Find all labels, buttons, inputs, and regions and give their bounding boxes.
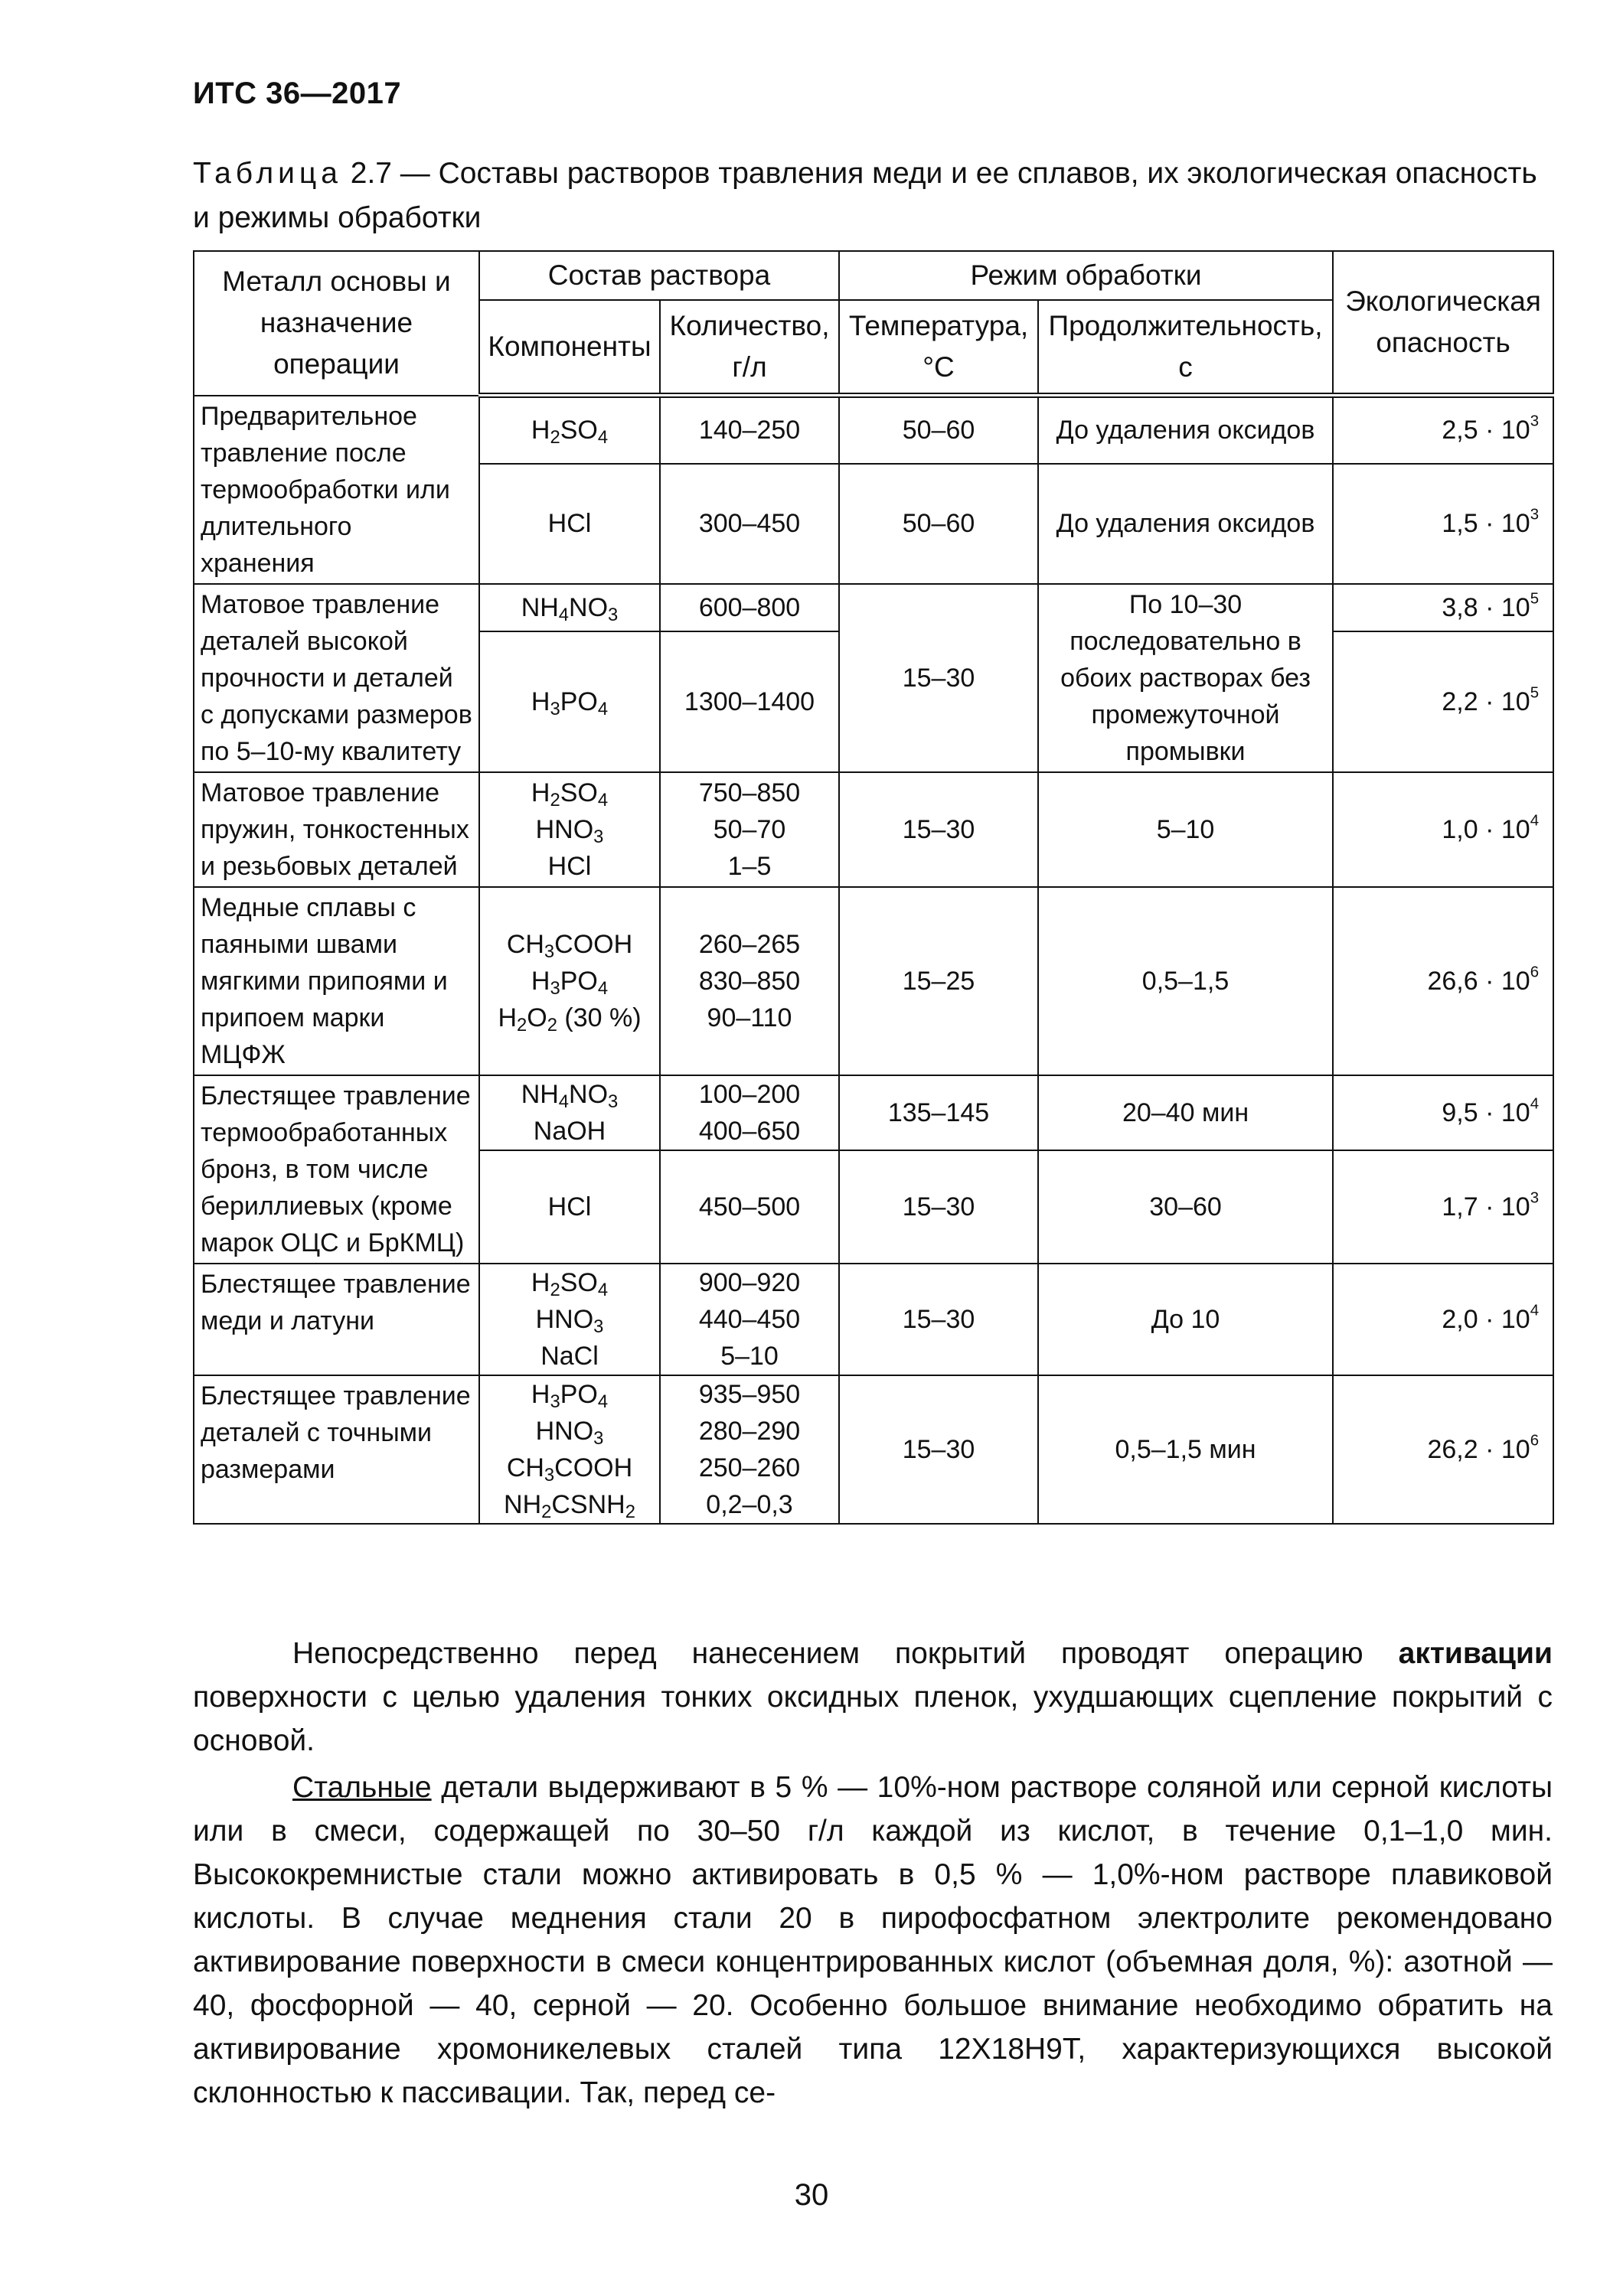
body-text xyxy=(193,1632,1553,2118)
quantity-value: 140–250 xyxy=(698,416,801,445)
operation-purpose: Матовое травление пружин, тонкостенных и резьбовых деталей xyxy=(194,772,479,887)
operation-purpose: Матовое травление деталей высокой прочности и деталей с допусками размеров по 5–10-му квалитету xyxy=(194,584,479,772)
table-caption-label: Таблица xyxy=(193,157,342,190)
eco-mantissa: 2,2 · 10 xyxy=(1442,687,1530,716)
operation-purpose: Предварительное травление после термообработки или длительного хранения xyxy=(194,396,479,584)
table-row xyxy=(194,1075,1553,1150)
eco-hazard-cell xyxy=(1333,772,1553,887)
component-formula: $H_2SO_4$ xyxy=(531,778,609,810)
component-formula: NaOH xyxy=(533,1116,606,1146)
header-duration: Продолжительность, с xyxy=(1038,300,1333,396)
component-formula: $H_2O_2$ (30 %) xyxy=(498,1003,642,1035)
operation-purpose: Блестящее травление термообработанных бронз, в том числе бериллиевых (кроме марок ОЦС и БрКМЦ) xyxy=(194,1075,479,1264)
table-row xyxy=(194,887,1553,1075)
quantity-value: 260–265 xyxy=(698,929,801,959)
table-row xyxy=(194,1375,1553,1524)
duration-cell: 0,5–1,5 мин xyxy=(1038,1375,1333,1524)
quantity-value: 0,2–0,3 xyxy=(706,1489,793,1519)
temperature-cell: 15–30 xyxy=(839,1264,1038,1375)
header-eco: Экологическая опасность xyxy=(1333,251,1553,396)
duration-cell: 0,5–1,5 xyxy=(1038,887,1333,1075)
components-cell xyxy=(479,772,660,887)
header-composition: Состав раствора xyxy=(479,251,839,300)
header-temperature: Температура, °С xyxy=(839,300,1038,396)
temperature-cell: 50–60 xyxy=(839,464,1038,584)
component-formula: $HNO_3$ xyxy=(535,1304,604,1337)
quantity-cell xyxy=(660,1375,839,1524)
quantity-value: 280–290 xyxy=(698,1416,801,1446)
component-formula: HCl xyxy=(547,509,592,539)
temperature-cell: 135–145 xyxy=(839,1075,1038,1150)
eco-mantissa: 26,6 · 10 xyxy=(1427,966,1530,996)
duration-cell: До удаления оксидов xyxy=(1038,464,1333,584)
quantity-cell xyxy=(660,887,839,1075)
component-formula: $NH_4NO_3$ xyxy=(521,592,619,625)
eco-mantissa: 1,0 · 10 xyxy=(1442,814,1530,844)
quantity-cell xyxy=(660,584,839,631)
eco-mantissa: 26,2 · 10 xyxy=(1427,1434,1530,1464)
components-cell xyxy=(479,1075,660,1150)
eco-mantissa: 9,5 · 10 xyxy=(1442,1097,1530,1127)
components-cell xyxy=(479,1264,660,1375)
eco-hazard-cell xyxy=(1333,1264,1553,1375)
component-formula: $H_3PO_4$ xyxy=(531,687,609,719)
eco-mantissa: 1,7 · 10 xyxy=(1442,1192,1530,1221)
quantity-value: 300–450 xyxy=(698,509,801,539)
components-cell xyxy=(479,464,660,584)
quantity-cell xyxy=(660,772,839,887)
temperature-cell: 15–30 xyxy=(839,772,1038,887)
eco-hazard-cell xyxy=(1333,887,1553,1075)
activation-term: активации xyxy=(1398,1637,1553,1670)
quantity-value: 90–110 xyxy=(707,1003,792,1032)
table-row xyxy=(194,1264,1553,1375)
document-code: ИТС 36—2017 xyxy=(193,77,402,110)
component-formula: $HNO_3$ xyxy=(535,814,604,847)
component-formula: NaCl xyxy=(540,1341,599,1371)
operation-purpose: Блестящее травление деталей с точными размерами xyxy=(194,1375,479,1524)
eco-exponent: 4 xyxy=(1530,1302,1540,1319)
quantity-value: 440–450 xyxy=(698,1304,801,1334)
page-number: 30 xyxy=(794,2178,829,2212)
quantity-value: 250–260 xyxy=(698,1453,801,1482)
components-cell xyxy=(479,1375,660,1524)
temperature-cell: 15–30 xyxy=(839,1375,1038,1524)
components-cell xyxy=(479,631,660,772)
header-quantity: Количество, г/л xyxy=(660,300,839,396)
quantity-value: 900–920 xyxy=(698,1267,801,1297)
component-formula: HCl xyxy=(547,1192,592,1221)
quantity-value: 1–5 xyxy=(727,851,772,881)
paragraph-steel: Стальные детали выдерживают в 5 % — 10%-ном растворе соляной или серной кислоты или в смеси, содержащей по 30–50 г/л каждой из кислот, в течение 0,1–1,0 мин. Высококремнистые стали можно активировать в 0,5 % — 1,0%-ном растворе плавиковой кислоты. В случае меднения стали 20 в пирофосфатном электролите рекомендовано активирование поверхности в смеси концентрированных кислот (объемная доля, %): азотной — 40, фосфорной — 40, серной — 20. Особенно большое внимание необходимо обратить на активирование хромоникелевых сталей типа 12Х18Н9Т, характеризующихся высокой склонностью к пассивации. Так, перед се- xyxy=(193,1771,1553,2109)
component-formula: $CH_3COOH$ xyxy=(506,1453,633,1486)
component-formula: $H_3PO_4$ xyxy=(531,966,609,999)
header-metal: Металл основы и назначение операции xyxy=(194,251,479,396)
eco-hazard-cell xyxy=(1333,1150,1553,1264)
table-row xyxy=(194,584,1553,631)
quantity-value: 750–850 xyxy=(698,778,801,807)
quantity-value: 830–850 xyxy=(698,966,801,996)
table-caption xyxy=(193,152,1540,240)
duration-cell: До 10 xyxy=(1038,1264,1333,1375)
component-formula: $H_2SO_4$ xyxy=(531,1267,609,1300)
duration-cell: До удаления оксидов xyxy=(1038,396,1333,464)
component-formula: $H_2SO_4$ xyxy=(531,416,609,448)
eco-hazard-cell xyxy=(1333,631,1553,772)
temperature-cell: 15–30 xyxy=(839,584,1038,772)
quantity-value: 50–70 xyxy=(713,814,786,844)
eco-hazard-cell xyxy=(1333,464,1553,584)
temperature-cell: 50–60 xyxy=(839,396,1038,464)
quantity-value: 400–650 xyxy=(698,1116,801,1146)
component-formula: $NH_2CSNH_2$ xyxy=(504,1489,635,1522)
component-formula: HCl xyxy=(547,851,592,881)
eco-exponent: 3 xyxy=(1530,506,1540,523)
component-formula: $HNO_3$ xyxy=(535,1416,604,1449)
components-cell xyxy=(479,584,660,631)
header-components: Компоненты xyxy=(479,300,660,396)
components-cell xyxy=(479,396,660,464)
eco-exponent: 6 xyxy=(1530,964,1540,981)
components-cell xyxy=(479,1150,660,1264)
eco-exponent: 4 xyxy=(1530,812,1540,830)
quantity-value: 935–950 xyxy=(698,1379,801,1409)
header-mode: Режим обработки xyxy=(839,251,1333,300)
eco-exponent: 3 xyxy=(1530,1189,1540,1207)
table-caption-text: 2.7 — Составы растворов травления меди и ее сплавов, их экологическая опасность и режимы обработки xyxy=(193,157,1537,234)
eco-hazard-cell xyxy=(1333,584,1553,631)
table-row xyxy=(194,772,1553,887)
eco-mantissa: 3,8 · 10 xyxy=(1442,592,1530,622)
duration-cell: 30–60 xyxy=(1038,1150,1333,1264)
eco-exponent: 5 xyxy=(1530,684,1540,702)
eco-mantissa: 2,0 · 10 xyxy=(1442,1304,1530,1334)
duration-cell: По 10–30 последовательно в обоих растворах без промежуточной промывки xyxy=(1038,584,1333,772)
eco-hazard-cell xyxy=(1333,1375,1553,1524)
eco-exponent: 5 xyxy=(1530,590,1540,608)
quantity-cell xyxy=(660,631,839,772)
component-formula: $H_3PO_4$ xyxy=(531,1379,609,1412)
paragraph-activation: Непосредственно перед нанесением покрытий проводят операцию активации поверхности с целью удаления тонких оксидных пленок, ухудшающих сцепление покрытий с основой. xyxy=(193,1637,1553,1757)
eco-exponent: 3 xyxy=(1530,413,1540,431)
quantity-value: 5–10 xyxy=(720,1341,779,1371)
quantity-cell xyxy=(660,464,839,584)
operation-purpose: Медные сплавы с паяными швами мягкими припоями и припоем марки МЦФЖ xyxy=(194,887,479,1075)
steel-term: Стальные xyxy=(292,1771,432,1804)
duration-cell: 20–40 мин xyxy=(1038,1075,1333,1150)
temperature-cell: 15–25 xyxy=(839,887,1038,1075)
eco-mantissa: 1,5 · 10 xyxy=(1442,509,1530,539)
quantity-cell xyxy=(660,396,839,464)
table-body xyxy=(194,396,1553,1524)
etching-solutions-table xyxy=(193,250,1554,1525)
operation-purpose: Блестящее травление меди и латуни xyxy=(194,1264,479,1375)
eco-hazard-cell xyxy=(1333,1075,1553,1150)
components-cell xyxy=(479,887,660,1075)
quantity-cell xyxy=(660,1150,839,1264)
quantity-cell xyxy=(660,1075,839,1150)
table-row xyxy=(194,396,1553,464)
eco-exponent: 4 xyxy=(1530,1095,1540,1113)
quantity-value: 450–500 xyxy=(698,1192,801,1221)
component-formula: $NH_4NO_3$ xyxy=(521,1079,619,1112)
quantity-value: 100–200 xyxy=(698,1079,801,1109)
duration-cell: 5–10 xyxy=(1038,772,1333,887)
eco-mantissa: 2,5 · 10 xyxy=(1442,416,1530,445)
component-formula: $CH_3COOH$ xyxy=(506,929,633,962)
eco-hazard-cell xyxy=(1333,396,1553,464)
quantity-value: 1300–1400 xyxy=(684,687,815,716)
quantity-cell xyxy=(660,1264,839,1375)
temperature-cell: 15–30 xyxy=(839,1150,1038,1264)
quantity-value: 600–800 xyxy=(698,592,801,622)
eco-exponent: 6 xyxy=(1530,1432,1540,1450)
